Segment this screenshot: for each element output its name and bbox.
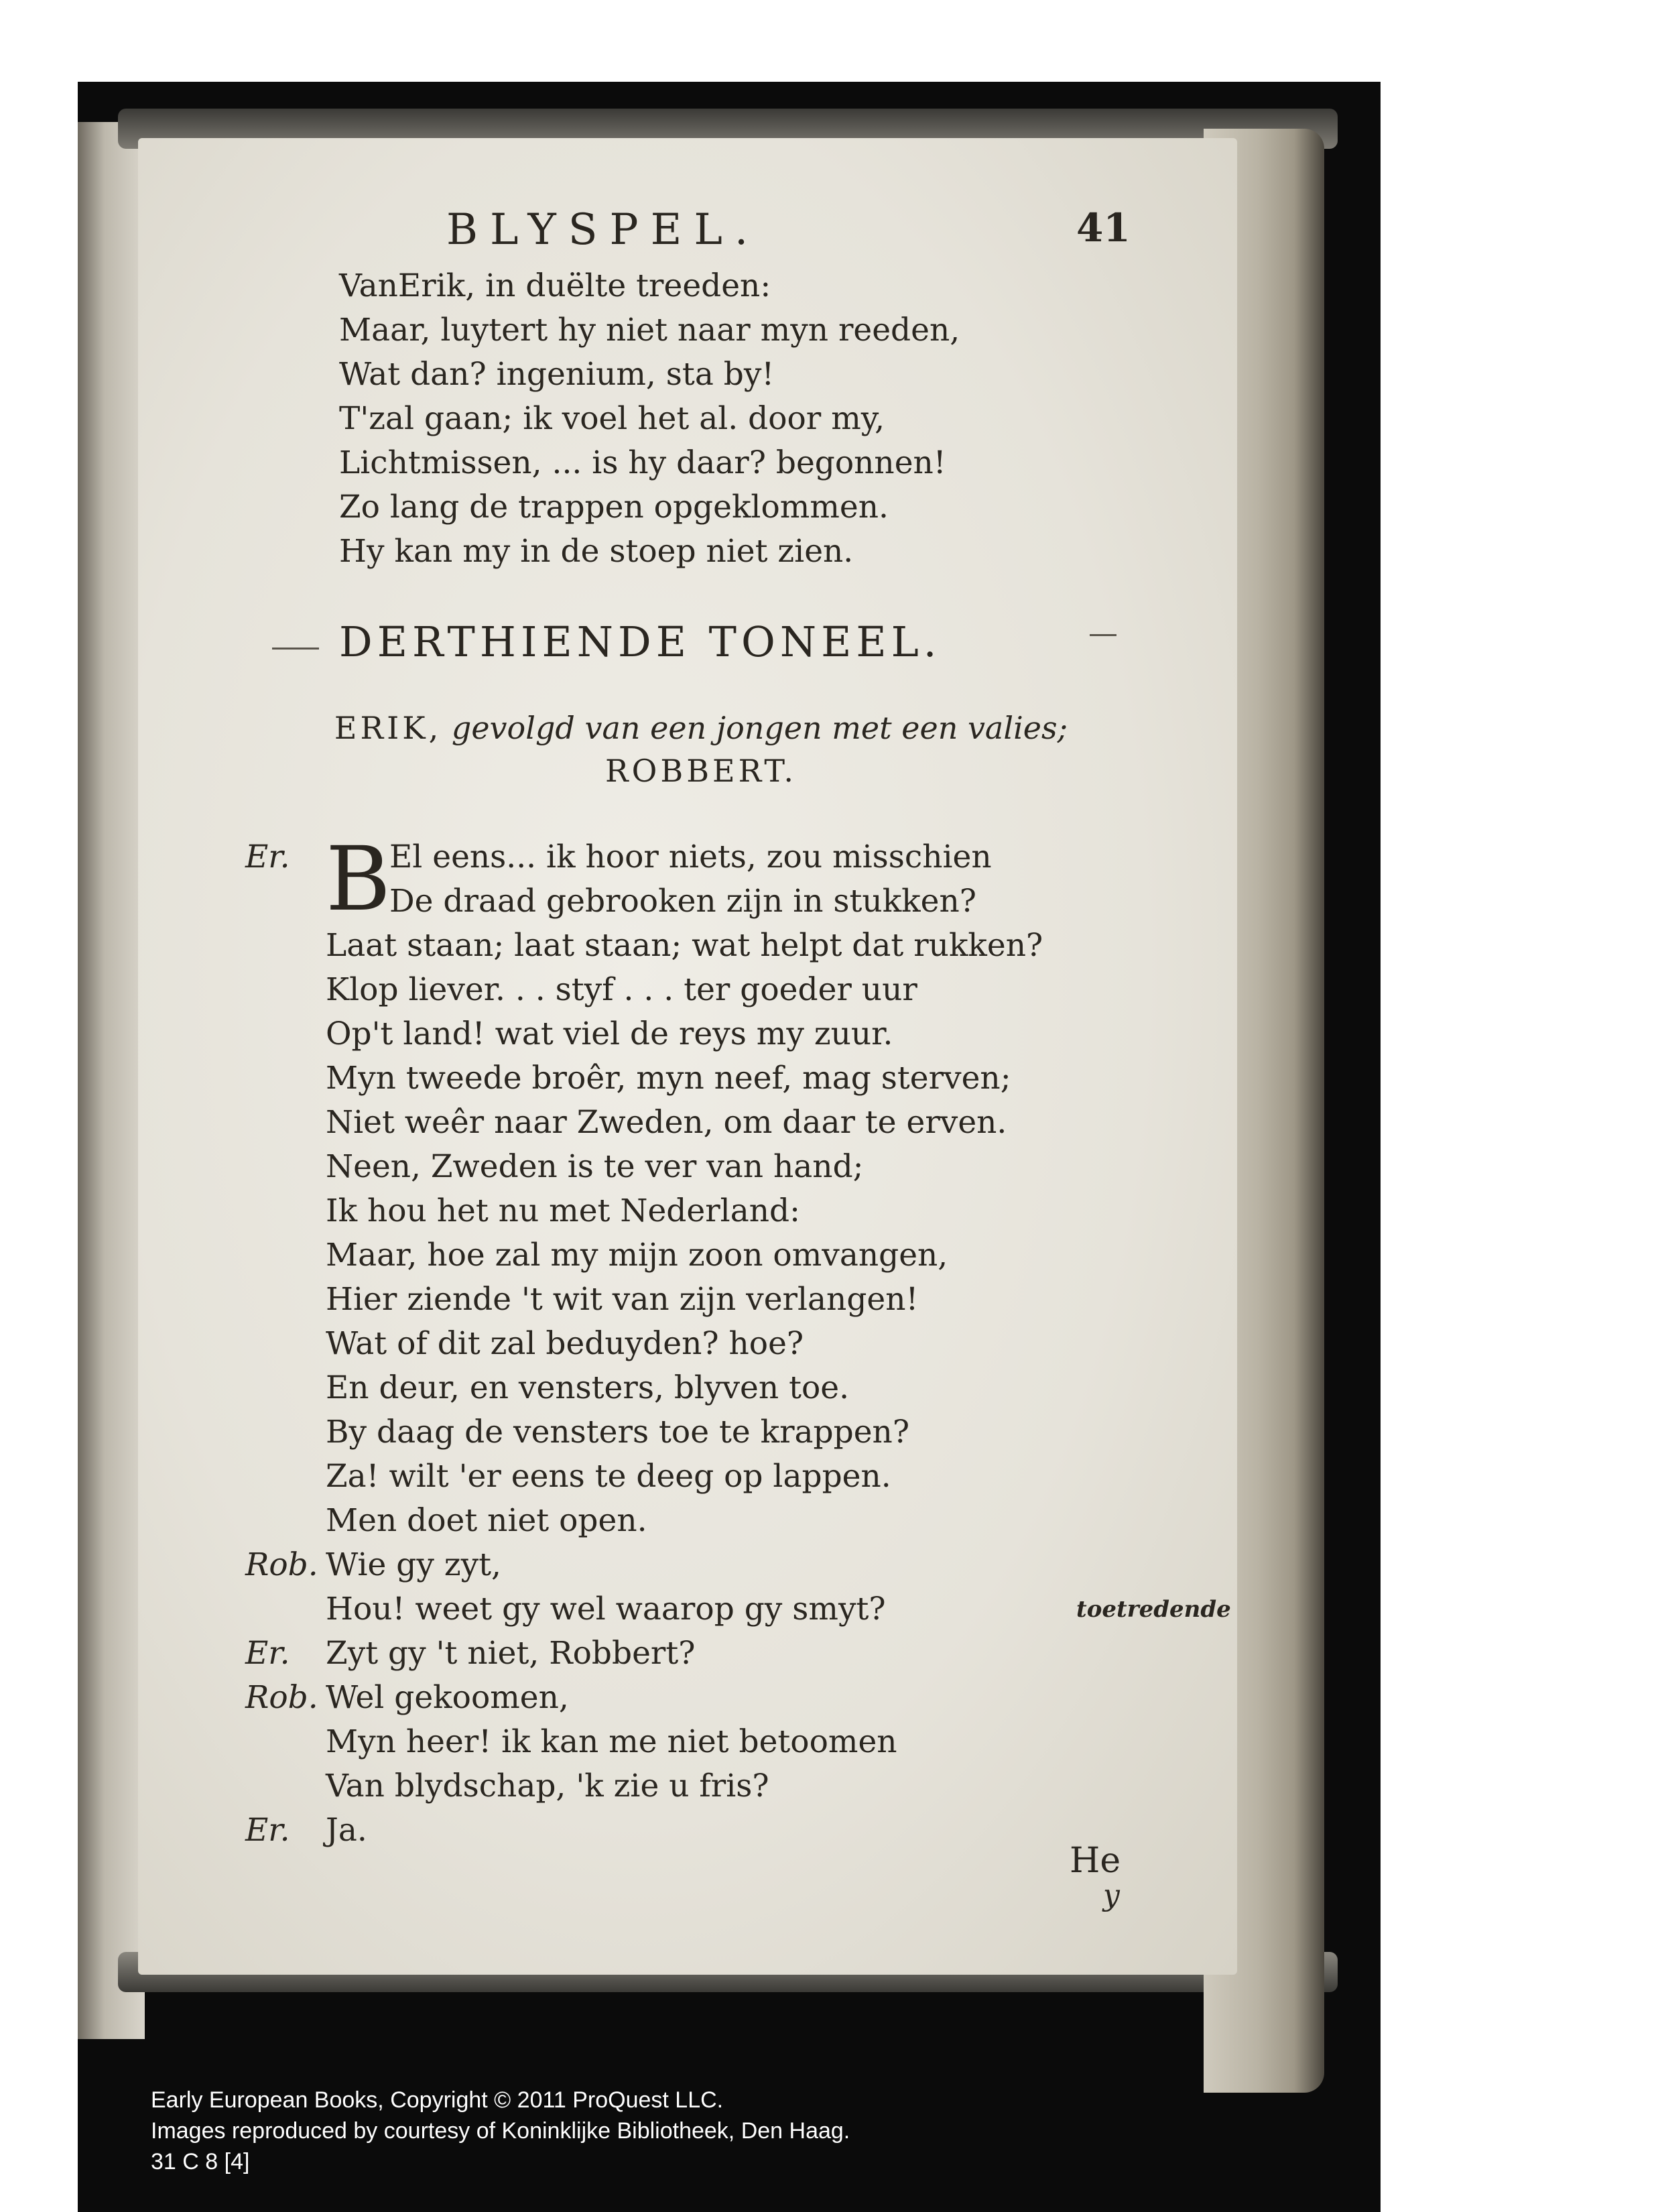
dialogue-text: Ja.	[326, 1812, 367, 1849]
verse-line: Wat dan? ingenium, sta by!	[339, 356, 775, 393]
rule-mark	[272, 648, 319, 650]
dialogue-text: By daag de vensters toe te krappen?	[326, 1414, 910, 1451]
character-name: ROBBERT.	[605, 753, 797, 789]
character-description: gevolgd van een jongen met een valies;	[451, 710, 1068, 746]
book-page	[138, 138, 1237, 1975]
dialogue-text: Klop liever. . . styf . . . ter goeder uur	[326, 971, 917, 1008]
dialogue-text: Op't land! wat viel de reys my zuur.	[326, 1016, 893, 1052]
running-title: BLYSPEL.	[446, 205, 761, 255]
facing-page-edge	[78, 122, 145, 2039]
verse-line: Maar, luytert hy niet naar myn reeden,	[339, 312, 960, 349]
dialogue-text: Ik hou het nu met Nederland:	[326, 1192, 800, 1229]
drop-capital: B	[326, 828, 391, 931]
copyright-credit	[151, 2085, 850, 2177]
verse-line: Lichtmissen, ... is hy daar? begonnen!	[339, 444, 946, 481]
credit-line: Images reproduced by courtesy of Koninklijke Bibliotheek, Den Haag.	[151, 2118, 850, 2144]
credit-line: Early European Books, Copyright © 2011 ProQuest LLC.	[151, 2087, 724, 2113]
verse-line: Hy kan my in de stoep niet zien.	[339, 533, 854, 570]
speaker-label: Rob.	[245, 1679, 318, 1716]
signature-mark: y	[1103, 1878, 1120, 1912]
speaker-label: Rob.	[245, 1546, 318, 1583]
stage-direction: toetredende	[1076, 1596, 1231, 1623]
dialogue-text: Neen, Zweden is te ver van hand;	[326, 1148, 864, 1185]
rule-mark	[1090, 634, 1116, 636]
credit-line: 31 C 8 [4]	[151, 2149, 250, 2174]
character-name: ERIK,	[334, 710, 442, 746]
dialogue-text: Van blydschap, 'k zie u fris?	[326, 1768, 769, 1804]
dialogue-text: Laat staan; laat staan; wat helpt dat rukken?	[326, 927, 1043, 964]
verse-line: T'zal gaan; ik voel het al. door my,	[339, 400, 885, 437]
character-list	[299, 706, 1103, 792]
speaker-label: Er.	[245, 1812, 290, 1849]
verse-line: Zo lang de trappen opgeklommen.	[339, 489, 889, 526]
speaker-label: Er.	[245, 1635, 290, 1672]
dialogue-text: Niet weêr naar Zweden, om daar te erven.	[326, 1104, 1007, 1141]
dialogue-text: Za! wilt 'er eens te deeg op lappen.	[326, 1458, 891, 1495]
dialogue-text: Men doet niet open.	[326, 1502, 647, 1539]
dialogue-text: Hier ziende 't wit van zijn verlangen!	[326, 1281, 919, 1318]
scene-heading: DERTHIENDE TONEEL.	[339, 617, 942, 666]
dialogue-text: Wie gy zyt,	[326, 1546, 501, 1583]
page-number: 41	[1076, 205, 1131, 251]
dialogue-text: Wel gekoomen,	[326, 1679, 569, 1716]
dialogue-text: En deur, en vensters, blyven toe.	[326, 1369, 850, 1406]
dialogue-text: De draad gebrooken zijn in stukken?	[389, 883, 976, 920]
dialogue-text: El eens... ik hoor niets, zou misschien	[389, 839, 992, 875]
scan-frame	[78, 82, 1381, 2212]
verse-line: VanErik, in duëlte treeden:	[339, 267, 771, 304]
dialogue-text: Myn heer! ik kan me niet betoomen	[326, 1723, 897, 1760]
speaker-label: Er.	[245, 839, 290, 875]
dialogue-text: Hou! weet gy wel waarop gy smyt?	[326, 1591, 886, 1627]
dialogue-text: Maar, hoe zal my mijn zoon omvangen,	[326, 1237, 948, 1274]
dialogue-text: Zyt gy 't niet, Robbert?	[326, 1635, 696, 1672]
dialogue-text: Myn tweede broêr, myn neef, mag sterven;	[326, 1060, 1011, 1097]
catchword: He	[1070, 1841, 1121, 1881]
dialogue-text: Wat of dit zal beduyden? hoe?	[326, 1325, 804, 1362]
verse-block	[339, 264, 960, 574]
